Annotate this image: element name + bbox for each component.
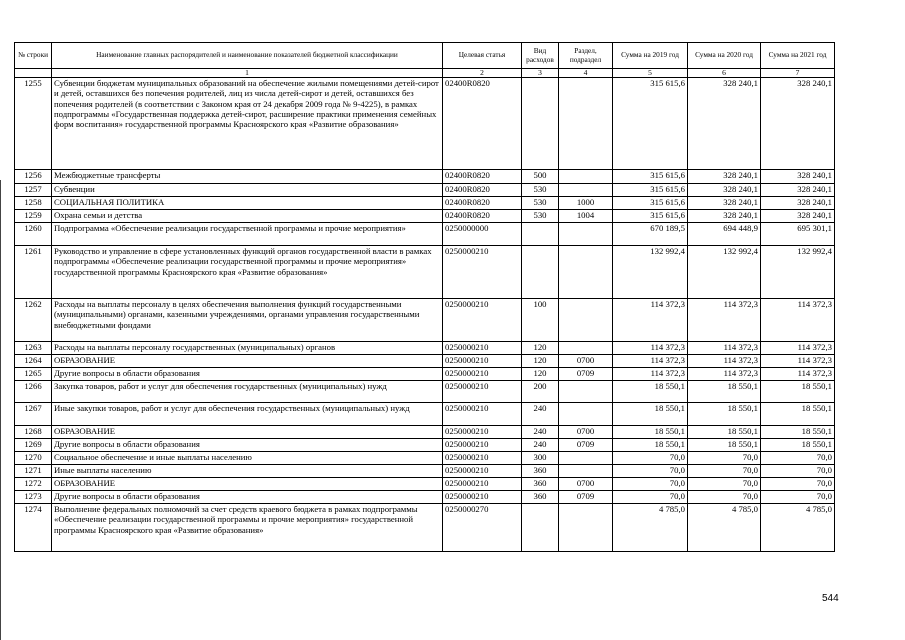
row-sum-2019: 70,0 <box>613 465 688 478</box>
row-target-article: 02400R0820 <box>443 170 522 184</box>
header-target-article: Целевая статья <box>443 43 522 69</box>
row-sum-2019: 114 372,3 <box>613 368 688 381</box>
row-name: Социальное обеспечение и иные выплаты населению <box>52 452 443 465</box>
column-number: 5 <box>613 69 688 78</box>
row-name: Другие вопросы в области образования <box>52 439 443 452</box>
row-name: ОБРАЗОВАНИЕ <box>52 478 443 491</box>
row-sum-2019: 70,0 <box>613 478 688 491</box>
row-sum-2020: 18 550,1 <box>688 426 761 439</box>
row-expense-type: 360 <box>522 465 559 478</box>
row-sum-2021: 328 240,1 <box>761 197 835 210</box>
row-section: 1000 <box>559 197 613 210</box>
row-name: Руководство и управление в сфере установленных функций органов государственной власти в рамках подпрограммы «Обеспечение реализации государственной программы и прочие мероприятия» государственной программы Красноярского края «Развитие образования» <box>52 246 443 299</box>
row-sum-2020: 4 785,0 <box>688 504 761 552</box>
row-sum-2021: 114 372,3 <box>761 355 835 368</box>
row-name: Охрана семьи и детства <box>52 210 443 223</box>
row-section <box>559 504 613 552</box>
row-number: 1258 <box>15 197 52 210</box>
row-sum-2019: 18 550,1 <box>613 403 688 426</box>
row-target-article: 0250000210 <box>443 381 522 403</box>
row-name: Иные закупки товаров, работ и услуг для обеспечения государственных (муниципальных) нужд <box>52 403 443 426</box>
row-number: 1259 <box>15 210 52 223</box>
row-number: 1255 <box>15 78 52 170</box>
row-expense-type <box>522 223 559 246</box>
column-number: 1 <box>52 69 443 78</box>
row-section: 0700 <box>559 478 613 491</box>
row-section <box>559 403 613 426</box>
row-expense-type: 500 <box>522 170 559 184</box>
column-number: 6 <box>688 69 761 78</box>
row-section: 0700 <box>559 355 613 368</box>
row-number: 1273 <box>15 491 52 504</box>
row-expense-type: 360 <box>522 478 559 491</box>
row-sum-2019: 114 372,3 <box>613 355 688 368</box>
column-number-row <box>15 69 835 78</box>
row-name: Субвенции бюджетам муниципальных образований на обеспечение жилыми помещениями детей-сирот и детей, оставшихся без попечения родителей, лиц из числа детей-сирот и детей, оставшихся без попечения родителей (в соответствии с Законом края от 24 декабря 2009 года № 9-4225), в рамках подпрограммы «Государственная поддержка детей-сирот, расширение практики применения семейных форм воспитания» государственной программы Красноярского края «Развитие образования» <box>52 78 443 170</box>
row-section <box>559 465 613 478</box>
row-section <box>559 381 613 403</box>
column-number: 3 <box>522 69 559 78</box>
row-name: Иные выплаты населению <box>52 465 443 478</box>
row-sum-2020: 328 240,1 <box>688 210 761 223</box>
row-sum-2021: 328 240,1 <box>761 78 835 170</box>
row-sum-2019: 70,0 <box>613 452 688 465</box>
row-sum-2020: 18 550,1 <box>688 403 761 426</box>
header-section: Раздел, подраздел <box>559 43 613 69</box>
row-section: 0709 <box>559 491 613 504</box>
row-target-article: 02400R0820 <box>443 184 522 197</box>
header-row-number: № строки <box>15 43 52 69</box>
row-sum-2021: 18 550,1 <box>761 381 835 403</box>
row-expense-type: 300 <box>522 452 559 465</box>
table-row <box>15 465 835 478</box>
row-expense-type: 530 <box>522 184 559 197</box>
row-section <box>559 223 613 246</box>
row-sum-2021: 114 372,3 <box>761 299 835 342</box>
row-target-article: 0250000210 <box>443 439 522 452</box>
row-expense-type: 530 <box>522 197 559 210</box>
row-number: 1272 <box>15 478 52 491</box>
row-sum-2020: 114 372,3 <box>688 299 761 342</box>
row-target-article: 0250000210 <box>443 452 522 465</box>
row-sum-2019: 18 550,1 <box>613 381 688 403</box>
row-target-article: 02400R0820 <box>443 78 522 170</box>
header-name: Наименование главных распорядителей и наименование показателей бюджетной классификации <box>52 43 443 69</box>
table-row <box>15 381 835 403</box>
row-expense-type <box>522 504 559 552</box>
row-number: 1260 <box>15 223 52 246</box>
row-number: 1267 <box>15 403 52 426</box>
row-sum-2020: 328 240,1 <box>688 184 761 197</box>
scan-left-edge-line <box>0 180 1 640</box>
table-row <box>15 246 835 299</box>
row-sum-2020: 70,0 <box>688 491 761 504</box>
table-row <box>15 170 835 184</box>
row-number: 1271 <box>15 465 52 478</box>
row-sum-2020: 70,0 <box>688 465 761 478</box>
row-target-article: 0250000210 <box>443 478 522 491</box>
row-sum-2020: 70,0 <box>688 478 761 491</box>
table-row <box>15 439 835 452</box>
row-number: 1263 <box>15 342 52 355</box>
row-sum-2020: 18 550,1 <box>688 381 761 403</box>
table-row <box>15 452 835 465</box>
row-sum-2019: 18 550,1 <box>613 439 688 452</box>
row-sum-2020: 694 448,9 <box>688 223 761 246</box>
row-expense-type <box>522 246 559 299</box>
row-sum-2019: 114 372,3 <box>613 299 688 342</box>
table-row <box>15 504 835 552</box>
row-target-article: 0250000000 <box>443 223 522 246</box>
row-sum-2021: 70,0 <box>761 478 835 491</box>
row-number: 1256 <box>15 170 52 184</box>
row-section: 0700 <box>559 426 613 439</box>
row-sum-2021: 70,0 <box>761 491 835 504</box>
row-number: 1261 <box>15 246 52 299</box>
column-number: 2 <box>443 69 522 78</box>
row-sum-2021: 18 550,1 <box>761 439 835 452</box>
row-number: 1257 <box>15 184 52 197</box>
row-sum-2020: 114 372,3 <box>688 368 761 381</box>
row-number: 1274 <box>15 504 52 552</box>
row-sum-2021: 132 992,4 <box>761 246 835 299</box>
row-section: 0709 <box>559 368 613 381</box>
row-expense-type: 360 <box>522 491 559 504</box>
row-sum-2021: 114 372,3 <box>761 368 835 381</box>
row-target-article: 0250000210 <box>443 403 522 426</box>
row-sum-2020: 328 240,1 <box>688 197 761 210</box>
row-section <box>559 246 613 299</box>
row-sum-2021: 70,0 <box>761 465 835 478</box>
row-name: Выполнение федеральных полномочий за счет средств краевого бюджета в рамках подпрограммы «Обеспечение реализации государственной программы и прочие мероприятия» государственной программы Красноярского края «Развитие образования» <box>52 504 443 552</box>
row-expense-type: 120 <box>522 368 559 381</box>
row-sum-2021: 18 550,1 <box>761 403 835 426</box>
table-header-row <box>15 43 835 69</box>
row-name: Закупка товаров, работ и услуг для обеспечения государственных (муниципальных) нужд <box>52 381 443 403</box>
row-expense-type: 530 <box>522 210 559 223</box>
row-target-article: 02400R0820 <box>443 197 522 210</box>
row-name: Другие вопросы в области образования <box>52 368 443 381</box>
row-number: 1269 <box>15 439 52 452</box>
row-sum-2019: 70,0 <box>613 491 688 504</box>
row-name: Расходы на выплаты персоналу в целях обеспечения выполнения функций государственными (муниципальными) органами, казенными учреждениями, органами управления государственными внебюджетными фондами <box>52 299 443 342</box>
row-sum-2019: 315 615,6 <box>613 184 688 197</box>
column-number: 7 <box>761 69 835 78</box>
table-row <box>15 368 835 381</box>
row-number: 1262 <box>15 299 52 342</box>
row-number: 1270 <box>15 452 52 465</box>
row-target-article: 0250000210 <box>443 491 522 504</box>
row-sum-2020: 114 372,3 <box>688 342 761 355</box>
row-target-article: 0250000210 <box>443 426 522 439</box>
row-target-article: 0250000210 <box>443 246 522 299</box>
header-sum-2019: Сумма на 2019 год <box>613 43 688 69</box>
table-row <box>15 78 835 170</box>
table-row <box>15 342 835 355</box>
table-row <box>15 491 835 504</box>
row-sum-2019: 132 992,4 <box>613 246 688 299</box>
row-section <box>559 452 613 465</box>
row-sum-2021: 4 785,0 <box>761 504 835 552</box>
header-sum-2021: Сумма на 2021 год <box>761 43 835 69</box>
row-sum-2021: 695 301,1 <box>761 223 835 246</box>
table-row <box>15 210 835 223</box>
row-target-article: 02400R0820 <box>443 210 522 223</box>
row-sum-2020: 70,0 <box>688 452 761 465</box>
header-expense-type: Вид расходов <box>522 43 559 69</box>
row-expense-type: 240 <box>522 426 559 439</box>
row-sum-2021: 328 240,1 <box>761 210 835 223</box>
row-sum-2019: 18 550,1 <box>613 426 688 439</box>
row-name: ОБРАЗОВАНИЕ <box>52 426 443 439</box>
row-sum-2019: 114 372,3 <box>613 342 688 355</box>
row-sum-2020: 132 992,4 <box>688 246 761 299</box>
row-sum-2020: 18 550,1 <box>688 439 761 452</box>
row-sum-2019: 315 615,6 <box>613 170 688 184</box>
row-expense-type: 240 <box>522 403 559 426</box>
table-row <box>15 355 835 368</box>
row-target-article: 0250000210 <box>443 355 522 368</box>
row-sum-2021: 114 372,3 <box>761 342 835 355</box>
row-sum-2019: 315 615,6 <box>613 197 688 210</box>
row-name: Подпрограмма «Обеспечение реализации государственной программы и прочие мероприятия» <box>52 223 443 246</box>
row-number: 1264 <box>15 355 52 368</box>
row-section <box>559 170 613 184</box>
row-expense-type <box>522 78 559 170</box>
row-sum-2020: 328 240,1 <box>688 170 761 184</box>
table-row <box>15 223 835 246</box>
row-sum-2019: 4 785,0 <box>613 504 688 552</box>
row-number: 1266 <box>15 381 52 403</box>
budget-table <box>14 42 835 552</box>
row-target-article: 0250000210 <box>443 368 522 381</box>
row-section: 1004 <box>559 210 613 223</box>
row-expense-type: 240 <box>522 439 559 452</box>
table-row <box>15 299 835 342</box>
row-section <box>559 342 613 355</box>
row-sum-2020: 114 372,3 <box>688 355 761 368</box>
row-expense-type: 120 <box>522 355 559 368</box>
table-row <box>15 197 835 210</box>
row-expense-type: 100 <box>522 299 559 342</box>
row-section <box>559 184 613 197</box>
row-number: 1265 <box>15 368 52 381</box>
row-sum-2019: 315 615,6 <box>613 210 688 223</box>
row-name: Межбюджетные трансферты <box>52 170 443 184</box>
column-number-blank <box>15 69 52 78</box>
row-name: Расходы на выплаты персоналу государственных (муниципальных) органов <box>52 342 443 355</box>
row-section <box>559 78 613 170</box>
row-name: ОБРАЗОВАНИЕ <box>52 355 443 368</box>
row-name: Другие вопросы в области образования <box>52 491 443 504</box>
row-target-article: 0250000270 <box>443 504 522 552</box>
row-section: 0709 <box>559 439 613 452</box>
row-expense-type: 200 <box>522 381 559 403</box>
table-row <box>15 403 835 426</box>
row-sum-2021: 70,0 <box>761 452 835 465</box>
row-sum-2021: 328 240,1 <box>761 184 835 197</box>
row-section <box>559 299 613 342</box>
table-row <box>15 426 835 439</box>
row-number: 1268 <box>15 426 52 439</box>
row-sum-2021: 18 550,1 <box>761 426 835 439</box>
row-sum-2019: 670 189,5 <box>613 223 688 246</box>
row-target-article: 0250000210 <box>443 342 522 355</box>
row-expense-type: 120 <box>522 342 559 355</box>
header-sum-2020: Сумма на 2020 год <box>688 43 761 69</box>
row-sum-2019: 315 615,6 <box>613 78 688 170</box>
row-sum-2020: 328 240,1 <box>688 78 761 170</box>
page-number: 544 <box>822 593 839 604</box>
table-row <box>15 478 835 491</box>
table-row <box>15 184 835 197</box>
column-number: 4 <box>559 69 613 78</box>
row-sum-2021: 328 240,1 <box>761 170 835 184</box>
row-target-article: 0250000210 <box>443 465 522 478</box>
row-target-article: 0250000210 <box>443 299 522 342</box>
row-name: Субвенции <box>52 184 443 197</box>
row-name: СОЦИАЛЬНАЯ ПОЛИТИКА <box>52 197 443 210</box>
